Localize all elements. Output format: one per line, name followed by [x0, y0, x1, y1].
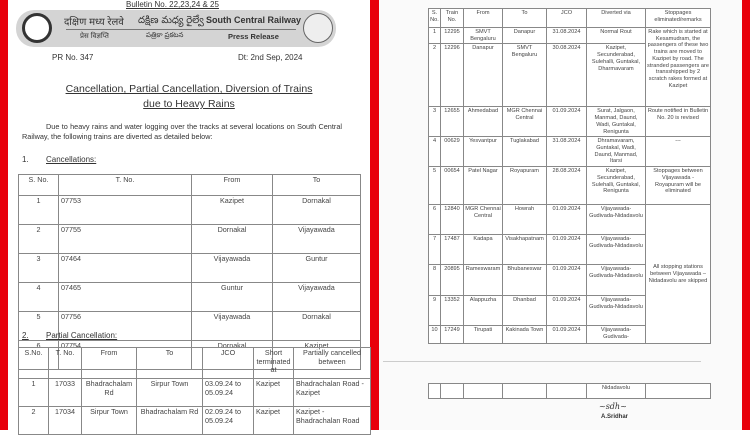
column-header: To [503, 9, 547, 28]
table-cell: Danapur [503, 28, 547, 44]
table-cell: 3 [19, 253, 59, 282]
diversion-table-continued [428, 383, 711, 399]
table-cell: 07755 [59, 224, 192, 253]
table-cell: 07754 [59, 340, 192, 369]
table-cell: 7 [429, 235, 441, 265]
page-break-line [383, 361, 701, 362]
column-header: Short terminated at [254, 348, 294, 379]
table-cell: 1 [19, 379, 49, 407]
table-cell: Kakinada Town [503, 326, 547, 344]
table-cell: 9 [429, 296, 441, 326]
table-cell: Yesvantpur [464, 137, 503, 167]
table-cell: 3 [429, 107, 441, 137]
bulletin-number: Bulletin No. 22,23,24 & 25 [126, 0, 219, 9]
banner-hindi-sub: प्रेस विज्ञप्ति [80, 33, 109, 40]
section-2-heading: Partial Cancellation: [46, 331, 118, 340]
table-cell: 00629 [441, 137, 464, 167]
table-cell: 17487 [441, 235, 464, 265]
table-row [429, 205, 711, 235]
table-cell: 12655 [441, 107, 464, 137]
column-header: To [137, 348, 203, 379]
title-line-2: due to Heavy Rains [143, 98, 235, 110]
cancellations-table [18, 174, 361, 370]
table-cell: Vijayawada-Gudivada-Nidadavolu [587, 205, 646, 235]
table-cell: Dhanbad [503, 296, 547, 326]
partial-cancellation-table [18, 347, 371, 435]
banner-rule [66, 29, 296, 30]
banner-english-sub: Press Release [228, 32, 279, 41]
remarks-cell: Rake which is started at Kesamudram, the passengers of these two trains are moved to Kazipet by road. The stranded passengers are transshipped by 2 scratch rakes formed at Kazipet [646, 28, 711, 107]
table-cell: 12295 [441, 28, 464, 44]
table-cell: Sirpur Town [137, 379, 203, 407]
table-cell: 07756 [59, 311, 192, 340]
remarks-cell: Route notified in Bulletin No. 20 is revised [646, 107, 711, 137]
table-cell: 17249 [441, 326, 464, 344]
banner-telugu: దక్షిణ మధ్య రైల్వే [138, 15, 204, 26]
table-cell: 5 [429, 167, 441, 205]
section-1-heading: Cancellations: [46, 155, 97, 164]
table-cell: Vijayawada [192, 253, 273, 282]
table-row [19, 379, 371, 407]
table-cell: Kazipet - Bhadrachalan Road [294, 407, 371, 435]
table-cell: Vijayawada [273, 282, 361, 311]
banner-hindi: दक्षिण मध्य रेलवे [64, 17, 124, 28]
table-cell: 4 [429, 137, 441, 167]
red-frame-right [742, 0, 750, 430]
table-row [19, 282, 361, 311]
press-date: Dt: 2nd Sep, 2024 [238, 53, 303, 62]
column-header: Partially cancelled between [294, 348, 371, 379]
table-cell: Guntur [273, 253, 361, 282]
table-cell: Kazipet [254, 407, 294, 435]
table-cell: Visakhapatnam [503, 235, 547, 265]
banner-english: South Central Railway [206, 15, 302, 25]
table-cell: Alappuzha [464, 296, 503, 326]
column-header: From [82, 348, 137, 379]
table-cell: Vijayawada [273, 224, 361, 253]
table-cell: Royapuram [503, 167, 547, 205]
table-cell: 00654 [441, 167, 464, 205]
table-row [429, 28, 711, 44]
table-cell: 2 [19, 407, 49, 435]
table-cell: Dornakal [192, 224, 273, 253]
table-header-row [429, 9, 711, 28]
table-cell: Guntur [192, 282, 273, 311]
remarks-cell: All stopping stations between Vijayawada – Nidadavolu are skipped [646, 205, 711, 344]
table-cell: Kazipet [192, 196, 273, 225]
table-cell: Tirupati [464, 326, 503, 344]
red-frame-divider [370, 0, 379, 430]
table-cell: 17033 [49, 379, 82, 407]
intro-paragraph: Due to heavy rains and water logging over the tracks at several locations on South Central Railway, the following trains are diverted as detailed below: [22, 122, 342, 141]
table-header-row [19, 175, 361, 196]
table-cell: Sirpur Town [82, 407, 137, 435]
table-cell: 01.09.2024 [547, 107, 587, 137]
table-cell: Vijayawada-Gudivada- [587, 326, 646, 344]
table-row [429, 384, 711, 399]
table-cell: 07753 [59, 196, 192, 225]
table-cell: 8 [429, 265, 441, 296]
table-header-row [19, 348, 371, 379]
table-cell: 02.09.24 to 05.09.24 [203, 407, 254, 435]
table-cell: 03.09.24 to 05.09.24 [203, 379, 254, 407]
table-cell: Kazipet, Secunderabad, Sulehalli, Guntakal, Renigunta [587, 167, 646, 205]
pr-number: PR No. 347 [52, 53, 94, 62]
table-row [429, 167, 711, 205]
continuation-cell: Nidadavolu [587, 384, 646, 399]
table-cell: Kazipet [254, 379, 294, 407]
remarks-cell: --- [646, 137, 711, 167]
table-cell: Ahmedabad [464, 107, 503, 137]
table-cell: Dhramavaram, Guntakal, Wadi, Daund, Manmad, Itarsi [587, 137, 646, 167]
railway-logo-icon [22, 13, 52, 43]
section-1-number: 1. [22, 155, 29, 164]
table-cell: 6 [429, 205, 441, 235]
table-cell: 12296 [441, 44, 464, 107]
signatory-name: A.Sridhar [601, 414, 629, 420]
section-2-number: 2. [22, 331, 29, 340]
table-cell: 1 [19, 196, 59, 225]
table-cell: 2 [19, 224, 59, 253]
table-row [19, 253, 361, 282]
right-page [379, 0, 742, 430]
column-header: JCO [547, 9, 587, 28]
column-header: Diverted via [587, 9, 646, 28]
table-cell: Kazipet [273, 340, 361, 369]
table-cell: Dornakal [273, 196, 361, 225]
table-cell: 01.09.2024 [547, 205, 587, 235]
table-cell: 01.09.2024 [547, 265, 587, 296]
column-header: Stoppages eliminated/remarks [646, 9, 711, 28]
table-cell: 4 [19, 282, 59, 311]
signature-mark: ~sdh~ [599, 402, 627, 411]
table-row [429, 107, 711, 137]
table-cell: 01.09.2024 [547, 296, 587, 326]
column-header: From [464, 9, 503, 28]
building-emblem-icon [303, 13, 333, 43]
table-cell: Vijayawada-Gudivada-Nidadavolu [587, 296, 646, 326]
column-header: T. No. [49, 348, 82, 379]
table-cell: Bhadrachalam Rd [137, 407, 203, 435]
table-cell: 31.08.2024 [547, 137, 587, 167]
table-cell: 01.09.2024 [547, 235, 587, 265]
table-cell: Howrah [503, 205, 547, 235]
table-cell: 10 [429, 326, 441, 344]
table-cell: Bhubaneswar [503, 265, 547, 296]
table-cell: MGR Chennai Central [503, 107, 547, 137]
table-cell: 07465 [59, 282, 192, 311]
table-cell: 6 [19, 340, 59, 369]
table-row [19, 196, 361, 225]
table-row [19, 224, 361, 253]
table-cell: 13352 [441, 296, 464, 326]
table-cell: 01.09.2024 [547, 326, 587, 344]
table-cell: Bhadrachalam Rd [82, 379, 137, 407]
table-cell: Surat, Jalgaon, Manmad, Daund, Wadi, Guntakal, Renigunta [587, 107, 646, 137]
table-cell: SMVT Bengaluru [464, 28, 503, 44]
table-cell: Vijayawada [192, 311, 273, 340]
table-cell: Vijayawada-Gudivada-Nidadavolu [587, 265, 646, 296]
table-cell: Vijayawada-Gudivada-Nidadavolu [587, 235, 646, 265]
column-header: T. No. [59, 175, 192, 196]
red-frame-left [0, 0, 8, 430]
table-row [429, 137, 711, 167]
table-cell: MGR Chennai Central [464, 205, 503, 235]
table-cell: Tuglakabad [503, 137, 547, 167]
table-cell: Dornakal [192, 340, 273, 369]
column-header: JCO [203, 348, 254, 379]
diversion-table [428, 8, 711, 344]
table-cell: 12840 [441, 205, 464, 235]
banner-telugu-sub: పత్రికా ప్రకటన [146, 32, 184, 39]
column-header: To [273, 175, 361, 196]
table-cell: 2 [429, 44, 441, 107]
table-row [19, 407, 371, 435]
table-cell: 28.08.2024 [547, 167, 587, 205]
table-cell: 1 [429, 28, 441, 44]
table-cell: 30.08.2024 [547, 44, 587, 107]
column-header: S. No. [19, 175, 59, 196]
table-cell: 07464 [59, 253, 192, 282]
column-header: S. No. [429, 9, 441, 28]
table-cell: SMVT Bengaluru [503, 44, 547, 107]
table-cell: Dornakal [273, 311, 361, 340]
table-cell: 31.08.2024 [547, 28, 587, 44]
table-cell: Rameswaram [464, 265, 503, 296]
table-cell: 17034 [49, 407, 82, 435]
title-line-1: Cancellation, Partial Cancellation, Diversion of Trains [65, 83, 313, 95]
table-cell: Patel Nagar [464, 167, 503, 205]
column-header: Train No. [441, 9, 464, 28]
column-header: From [192, 175, 273, 196]
table-cell: Kadapa [464, 235, 503, 265]
table-cell: Bhadrachalan Road - Kazipet [294, 379, 371, 407]
table-cell: Danapur [464, 44, 503, 107]
table-cell: Kazipet, Secunderabad, Sulehalli, Guntakal, Dharmavaram [587, 44, 646, 107]
left-page [8, 0, 370, 430]
header-banner [16, 10, 336, 47]
table-cell: Normal Rout [587, 28, 646, 44]
table-cell: 5 [19, 311, 59, 340]
column-header: S.No. [19, 348, 49, 379]
table-cell: 20895 [441, 265, 464, 296]
remarks-cell: Stoppages between Vijayawada - Royapuram will be eliminated [646, 167, 711, 205]
